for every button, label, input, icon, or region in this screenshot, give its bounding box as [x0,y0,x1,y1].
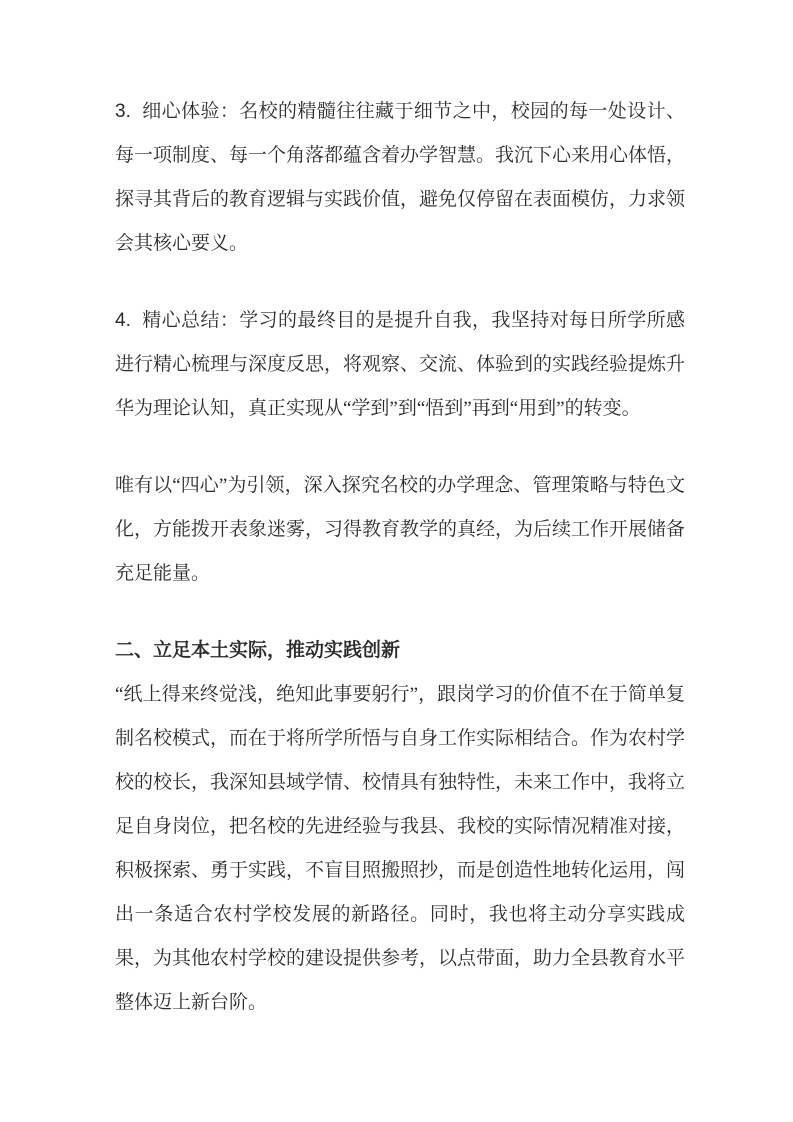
list-item-4-text: 精心总结：学习的最终目的是提升自我，我坚持对每日所学所感进行精心梳理与深度反思，将观察、交流、体验到的实践经验提炼升华为理论认知，真正实现从“学到”到“悟到”再到“用到”的转变。 [115,310,686,419]
list-item-4-number: 4. [115,310,131,331]
section-paragraph: “纸上得来终觉浅，绝知此事要躬行”，跟岗学习的价值不在于简单复制名校模式，而在于将所学所悟与自身工作实际相结合。作为农村学校的校长，我深知县域学情、校情具有独特性，未来工作中，我将立足自身岗位，把名校的先进经验与我县、我校的实际情况精准对接，积极探索、勇于实践，不盲目照搬照抄，而是创造性地转化运用，闯出一条适合农村学校发展的新路径。同时，我也将主动分享实践成果，为其他农村学校的建设提供参考，以点带面，助力全县教育水平整体迈上新台阶。 [115,684,686,1013]
list-item-3-number: 3. [115,101,131,122]
closing-paragraph: 唯有以“四心”为引领，深入探究名校的办学理念、管理策略与特色文化，方能拨开表象迷雾，习得教育教学的真经，为后续工作开展储备充足能量。 [115,475,686,584]
list-item-3 [115,90,685,266]
list-item-3-text: 细心体验：名校的精髓往往藏于细节之中，校园的每一处设计、每一项制度、每一个角落都蕴含着办学智慧。我沉下心来用心体悟，探寻其背后的教育逻辑与实践价值，避免仅停留在表面模仿，力求领会其核心要义。 [115,101,686,254]
section-heading: 二、立足本土实际，推动实践创新 [115,640,401,661]
document-body [115,90,685,1025]
list-item-4 [115,299,685,431]
